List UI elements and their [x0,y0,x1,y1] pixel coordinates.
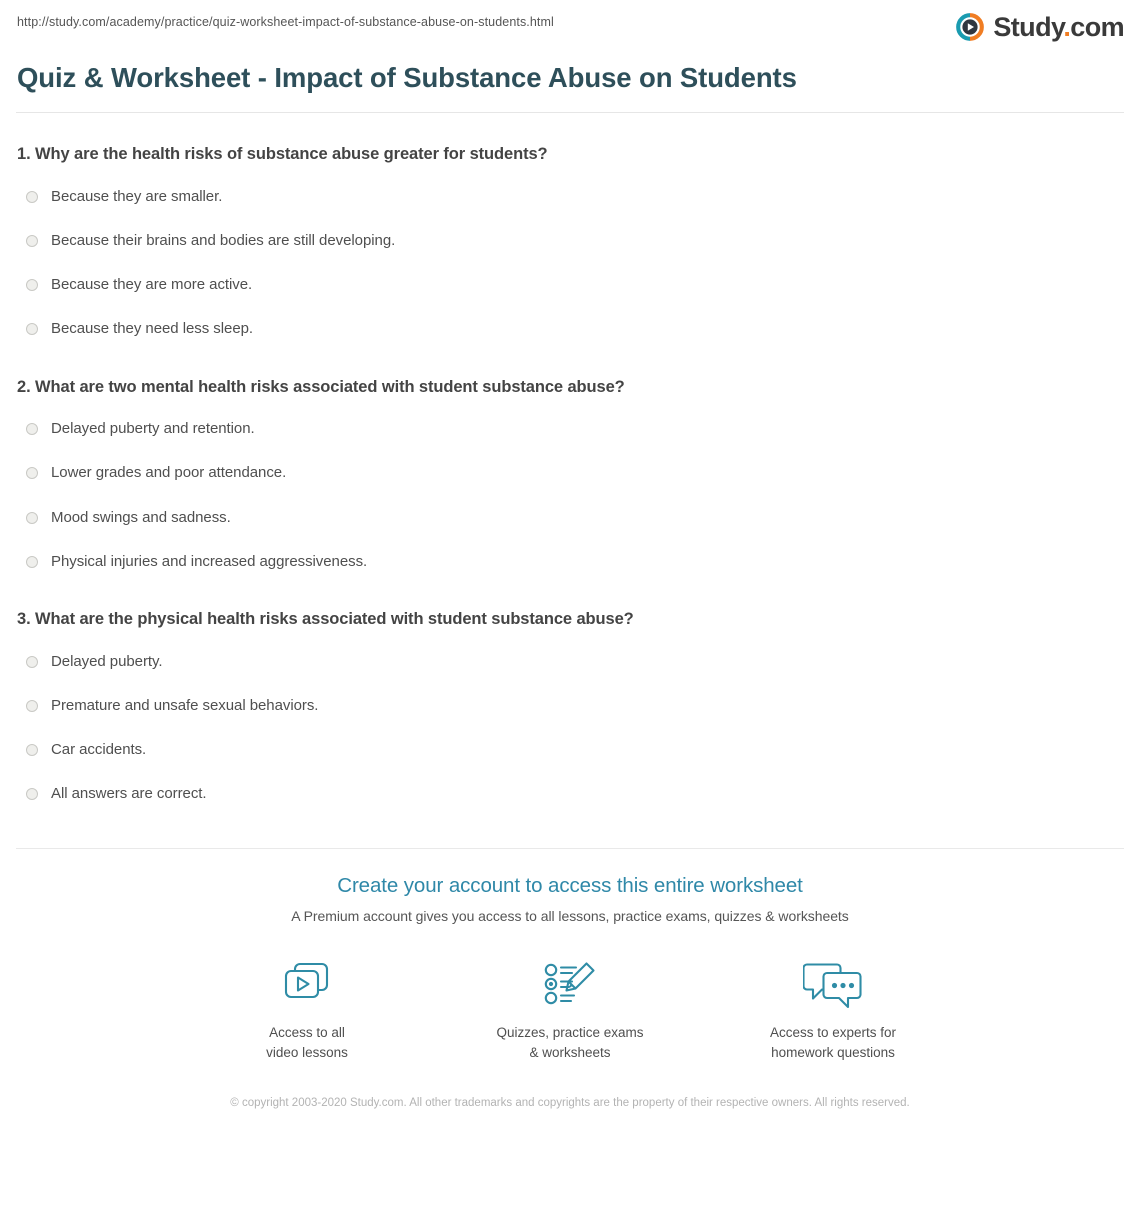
question-body: What are the physical health risks associated with student substance abuse? [35,610,634,629]
option-label: All answers are correct. [51,785,207,803]
radio-button-icon[interactable] [26,235,38,247]
option-row[interactable] [17,646,1123,678]
feature-list [0,957,1140,1064]
cta-title-link[interactable]: Create your account to access this entire worksheet [337,873,803,897]
brand-wordmark [993,11,1124,42]
radio-button-icon[interactable] [26,512,38,524]
chat-bubbles-icon [758,957,908,1011]
quiz-worksheet-icon [495,957,645,1011]
feature-label-line1: Access to all [269,1025,345,1041]
radio-button-icon[interactable] [26,323,38,335]
question-body: What are two mental health risks associated with student substance abuse? [35,377,625,396]
feature-label-line2: homework questions [771,1045,895,1061]
feature-label-line1: Access to experts for [769,1025,897,1041]
option-label: Because they need less sleep. [51,320,254,338]
feature-label [495,1023,645,1064]
question-block [17,113,1123,345]
radio-button-icon[interactable] [26,700,38,712]
question-text [17,609,1123,630]
option-row[interactable] [17,734,1123,766]
option-group [17,181,1123,346]
feature-label-line2: video lessons [266,1045,348,1061]
radio-button-icon[interactable] [26,788,38,800]
option-row[interactable] [17,181,1123,213]
radio-button-icon[interactable] [26,191,38,203]
option-row[interactable] [17,313,1123,345]
option-label: Lower grades and poor attendance. [51,464,287,482]
radio-button-icon[interactable] [26,556,38,568]
option-label: Car accidents. [51,741,147,759]
option-label: Delayed puberty. [51,652,163,670]
option-row[interactable] [17,413,1123,445]
question-block [17,578,1123,810]
option-row[interactable] [17,225,1123,257]
cta-subtitle: A Premium account gives you access to all lessons, practice exams, quizzes & worksheets [291,908,849,925]
option-row[interactable] [17,546,1123,578]
option-label: Physical injuries and increased aggressiveness. [51,552,368,570]
option-row[interactable] [17,778,1123,810]
question-text [17,144,1123,165]
feature-label [758,1023,908,1064]
option-label: Premature and unsafe sexual behaviors. [51,696,319,714]
radio-button-icon[interactable] [26,423,38,435]
feature-item-experts [758,957,908,1064]
feature-label-line1: Quizzes, practice exams [496,1025,644,1041]
page-header [0,0,1140,54]
option-row[interactable] [17,690,1123,722]
radio-button-icon[interactable] [26,656,38,668]
question-number: 1. [17,145,31,164]
questions-list [0,113,1140,810]
option-group [17,413,1123,578]
option-label: Because they are more active. [51,276,253,294]
copyright-text: © copyright 2003-2020 Study.com. All other trademarks and copyrights are the property of their respective owners. All rights reserved. [230,1096,910,1109]
option-label: Because they are smaller. [51,187,223,205]
feature-label [232,1023,382,1064]
question-number: 3. [17,610,31,629]
option-label: Mood swings and sadness. [51,508,231,526]
question-body: Why are the health risks of substance abuse greater for students? [35,145,548,164]
question-number: 2. [17,377,31,396]
radio-button-icon[interactable] [26,467,38,479]
feature-label-line2: & worksheets [529,1045,611,1061]
brand-tld: com [1070,11,1124,42]
page-url: http://study.com/academy/practice/quiz-worksheet-impact-of-substance-abuse-on-students.html [17,15,554,29]
radio-button-icon[interactable] [26,744,38,756]
feature-item-quizzes [495,957,645,1064]
question-text [17,377,1123,398]
option-row[interactable] [17,269,1123,301]
question-block [17,346,1123,578]
option-label: Delayed puberty and retention. [51,420,255,438]
brand-name: Study [993,11,1064,42]
option-group [17,646,1123,811]
option-row[interactable] [17,457,1123,489]
feature-item-video-lessons [232,957,382,1064]
option-label: Because their brains and bodies are still developing. [51,231,396,249]
play-circle-icon [956,13,984,41]
video-lessons-icon [232,957,382,1011]
study-com-logo[interactable] [956,13,1128,41]
option-row[interactable] [17,502,1123,534]
radio-button-icon[interactable] [26,279,38,291]
page-title: Quiz & Worksheet - Impact of Substance Abuse on Students [17,62,797,93]
create-account-cta [0,849,1140,1064]
brand-dot: . [1063,11,1071,42]
